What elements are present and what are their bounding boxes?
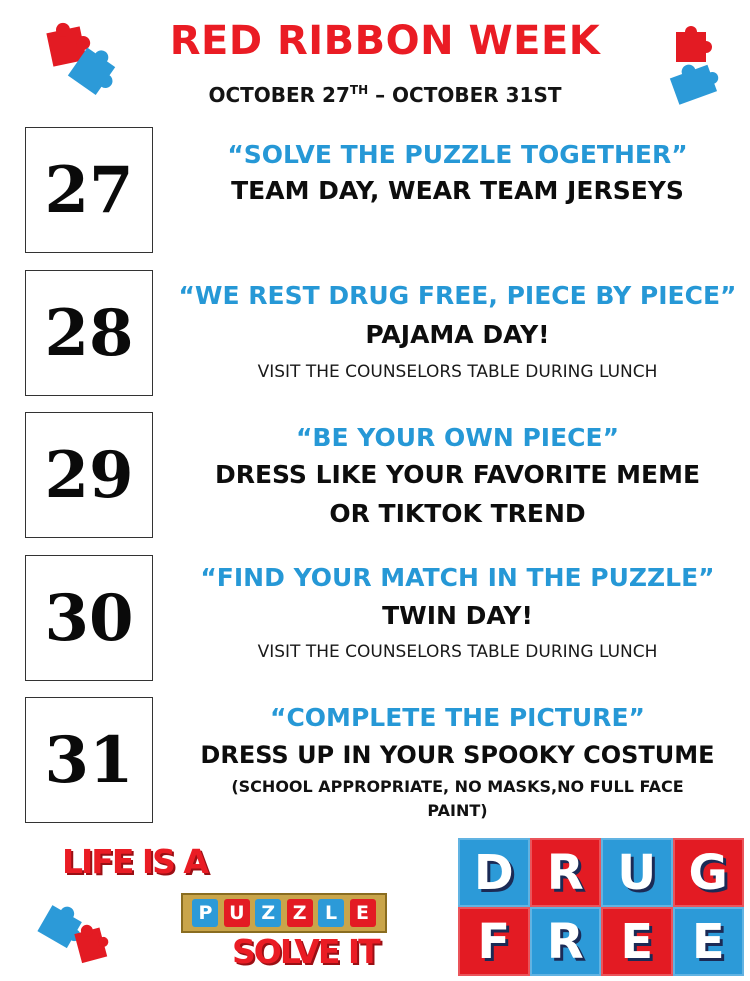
puzzle-pieces-icon-top-right — [664, 26, 728, 110]
date-start: OCTOBER 27 — [208, 83, 350, 107]
solve-it-text: SOLVE IT — [232, 932, 379, 971]
drug-free-letter-tile: D — [458, 838, 530, 907]
day-note: VISIT THE COUNSELORS TABLE DURING LUNCH — [257, 362, 658, 382]
day-theme: “FIND YOUR MATCH IN THE PUZZLE” — [200, 563, 715, 592]
puzzle-letter-tile: L — [318, 899, 344, 927]
day-theme: “COMPLETE THE PICTURE” — [270, 703, 645, 732]
day-28-details — [165, 279, 750, 387]
day-31-details — [165, 701, 750, 823]
puzzle-letter-tile: Z — [255, 899, 281, 927]
drug-free-letter-tile: U — [601, 838, 673, 907]
puzzle-letter-tile: Z — [287, 899, 313, 927]
day-activity: TEAM DAY, WEAR TEAM JERSEYS — [231, 176, 684, 205]
puzzle-letter-tile: E — [350, 899, 376, 927]
puzzle-letter-tile: U — [224, 899, 250, 927]
puzzle-word-tiles — [181, 893, 387, 933]
drug-free-letter-tile: R — [530, 907, 602, 976]
drug-free-letter-tile: E — [673, 907, 745, 976]
day-theme: “BE YOUR OWN PIECE” — [296, 423, 619, 452]
date-range — [150, 77, 620, 108]
day-number-box: 28 — [25, 270, 153, 396]
day-number-box: 31 — [25, 697, 153, 823]
date-end: – OCTOBER 31ST — [368, 83, 562, 107]
day-activity: DRESS UP IN YOUR SPOOKY COSTUME — [200, 741, 715, 769]
day-theme: “SOLVE THE PUZZLE TOGETHER” — [227, 140, 688, 169]
day-activity: TWIN DAY! — [382, 601, 533, 630]
day-30-details — [165, 561, 750, 667]
drug-free-letter-tile: E — [601, 907, 673, 976]
day-note: VISIT THE COUNSELORS TABLE DURING LUNCH — [257, 642, 658, 662]
day-27-details — [165, 138, 750, 210]
puzzle-letter-tile: P — [192, 899, 218, 927]
day-theme: “WE REST DRUG FREE, PIECE BY PIECE” — [178, 281, 737, 310]
day-activity: PAJAMA DAY! — [365, 320, 550, 349]
drug-free-puzzle-image — [458, 838, 744, 976]
puzzle-pieces-icon-top-left — [44, 18, 122, 100]
day-note: (SCHOOL APPROPRIATE, NO MASKS,NO FULL FACE PAINT) — [231, 777, 684, 820]
day-activity-line-2: OR TIKTOK TREND — [329, 499, 586, 528]
day-number-box: 27 — [25, 127, 153, 253]
day-number-box: 29 — [25, 412, 153, 538]
day-29-details — [165, 421, 750, 533]
drug-free-letter-tile: F — [458, 907, 530, 976]
life-is-a-text: LIFE IS A — [62, 842, 207, 881]
day-number-box: 30 — [25, 555, 153, 681]
drug-free-letter-tile: G — [673, 838, 745, 907]
puzzle-pieces-icon-bottom-left — [32, 898, 116, 972]
date-suffix: TH — [349, 83, 369, 97]
drug-free-letter-tile: R — [530, 838, 602, 907]
day-activity-line-1: DRESS LIKE YOUR FAVORITE MEME — [214, 460, 701, 489]
page-title: RED RIBBON WEEK — [169, 18, 601, 64]
